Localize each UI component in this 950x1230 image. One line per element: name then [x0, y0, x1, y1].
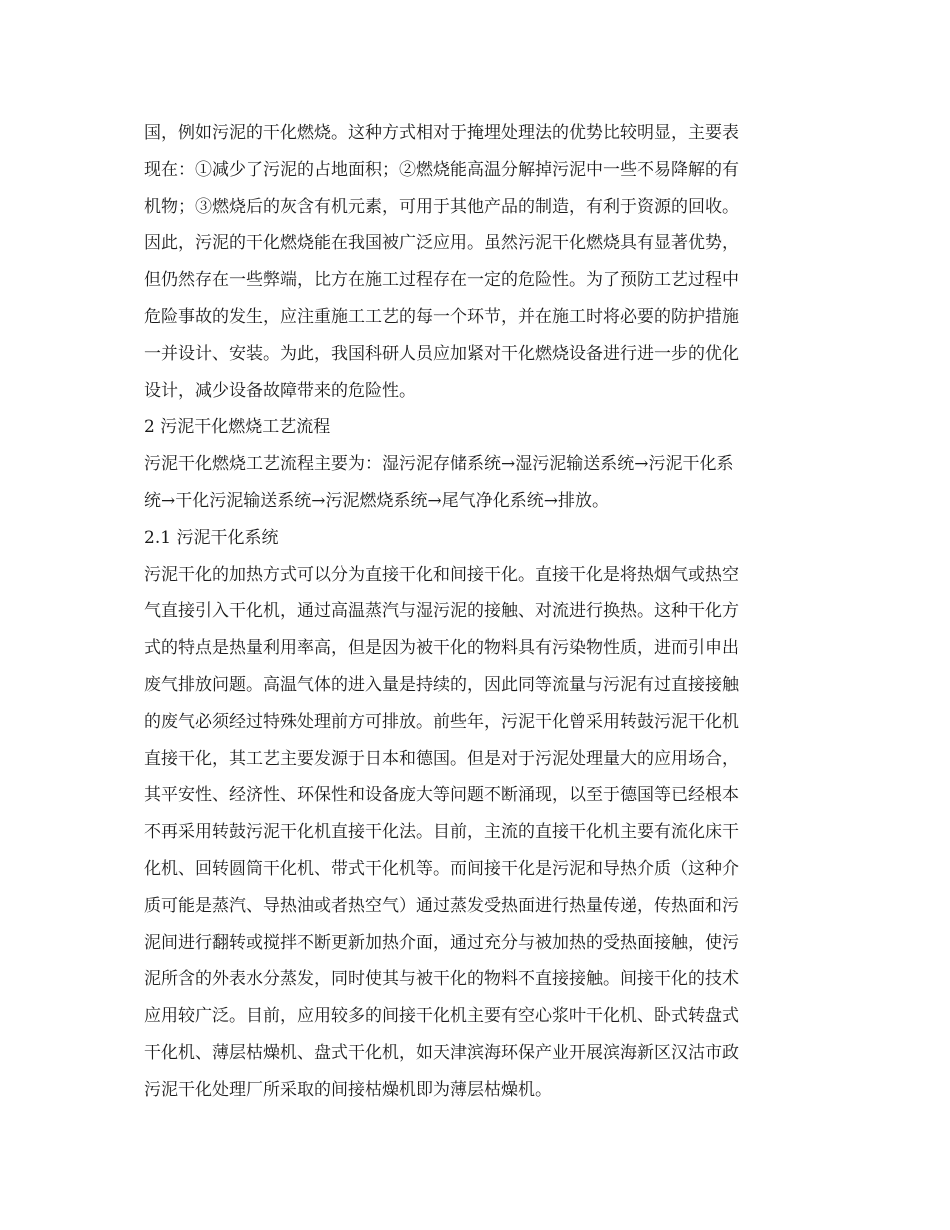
paragraph-line: 因此，污泥的干化燃烧能在我国被广泛应用。虽然污泥干化燃烧具有显著优势，: [144, 233, 739, 254]
paragraph-line: 废气排放问题。高温气体的进入量是持续的，因此同等流量与污泥有过直接接触: [144, 674, 739, 695]
paragraph-line: 国，例如污泥的干化燃烧。这种方式相对于掩埋处理法的优势比较明显，主要表: [144, 123, 739, 143]
paragraph-line: 泥所含的外表水分蒸发，同时使其与被干化的物料不直接接触。间接干化的技术: [144, 969, 739, 990]
document-page: [144, 115, 804, 1109]
paragraph-line: 一并设计、安装。为此，我国科研人员应加紧对干化燃烧设备进行进一步的优化: [144, 343, 739, 364]
paragraph-line: 式的特点是热量利用率高，但是因为被干化的物料具有污染物性质，进而引申出: [144, 638, 739, 659]
paragraph-line: 污泥干化的加热方式可以分为直接干化和间接干化。直接干化是将热烟气或热空: [144, 564, 739, 585]
paragraph-line: 设计，减少设备故障带来的危险性。: [144, 380, 416, 401]
paragraph-line: 但仍然存在一些弊端，比方在施工过程存在一定的危险性。为了预防工艺过程中: [144, 270, 739, 291]
paragraph-line: 其平安性、经济性、环保性和设备庞大等问题不断涌现，以至于德国等已经根本: [144, 785, 739, 806]
paragraph-line: 化机、回转圆筒干化机、带式干化机等。而间接干化是污泥和导热介质（这种介: [144, 858, 739, 879]
paragraph-line: 直接干化，其工艺主要发源于日本和德国。但是对于污泥处理量大的应用场合，: [144, 748, 739, 769]
section-heading: 2 污泥干化燃烧工艺流程: [144, 417, 331, 438]
paragraph-line: 气直接引入干化机，通过高温蒸汽与湿污泥的接触、对流进行换热。这种干化方: [144, 601, 739, 622]
paragraph-line: 的废气必须经过特殊处理前方可排放。前些年，污泥干化曾采用转鼓污泥干化机: [144, 711, 739, 732]
paragraph-line: 不再采用转鼓污泥干化机直接干化法。目前，主流的直接干化机主要有流化床干: [144, 822, 739, 843]
paragraph-line: 质可能是蒸汽、导热油或者热空气）通过蒸发受热面进行热量传递，传热面和污: [144, 895, 739, 916]
paragraph-line: 干化机、薄层枯燥机、盘式干化机，如天津滨海环保产业开展滨海新区汉沽市政: [144, 1042, 739, 1063]
paragraph-line: 污泥干化燃烧工艺流程主要为：湿污泥存储系统→湿污泥输送系统→污泥干化系: [144, 454, 734, 475]
paragraph-line: 现在：①减少了污泥的占地面积；②燃烧能高温分解掉污泥中一些不易降解的有: [144, 159, 739, 180]
paragraph-line: 泥间进行翻转或搅拌不断更新加热介面，通过充分与被加热的受热面接触，使污: [144, 932, 739, 953]
paragraph-line: 应用较广泛。目前，应用较多的间接干化机主要有空心浆叶干化机、卧式转盘式: [144, 1006, 739, 1027]
paragraph-line: 污泥干化处理厂所采取的间接枯燥机即为薄层枯燥机。: [144, 1079, 552, 1100]
paragraph-line: 机物；③燃烧后的灰含有机元素，可用于其他产品的制造，有利于资源的回收。: [144, 196, 739, 217]
paragraph-line: 统→干化污泥输送系统→污泥燃烧系统→尾气净化系统→排放。: [144, 490, 609, 511]
subsection-heading: 2.1 污泥干化系统: [144, 527, 279, 548]
paragraph-line: 危险事故的发生，应注重施工工艺的每一个环节，并在施工时将必要的防护措施: [144, 306, 739, 327]
